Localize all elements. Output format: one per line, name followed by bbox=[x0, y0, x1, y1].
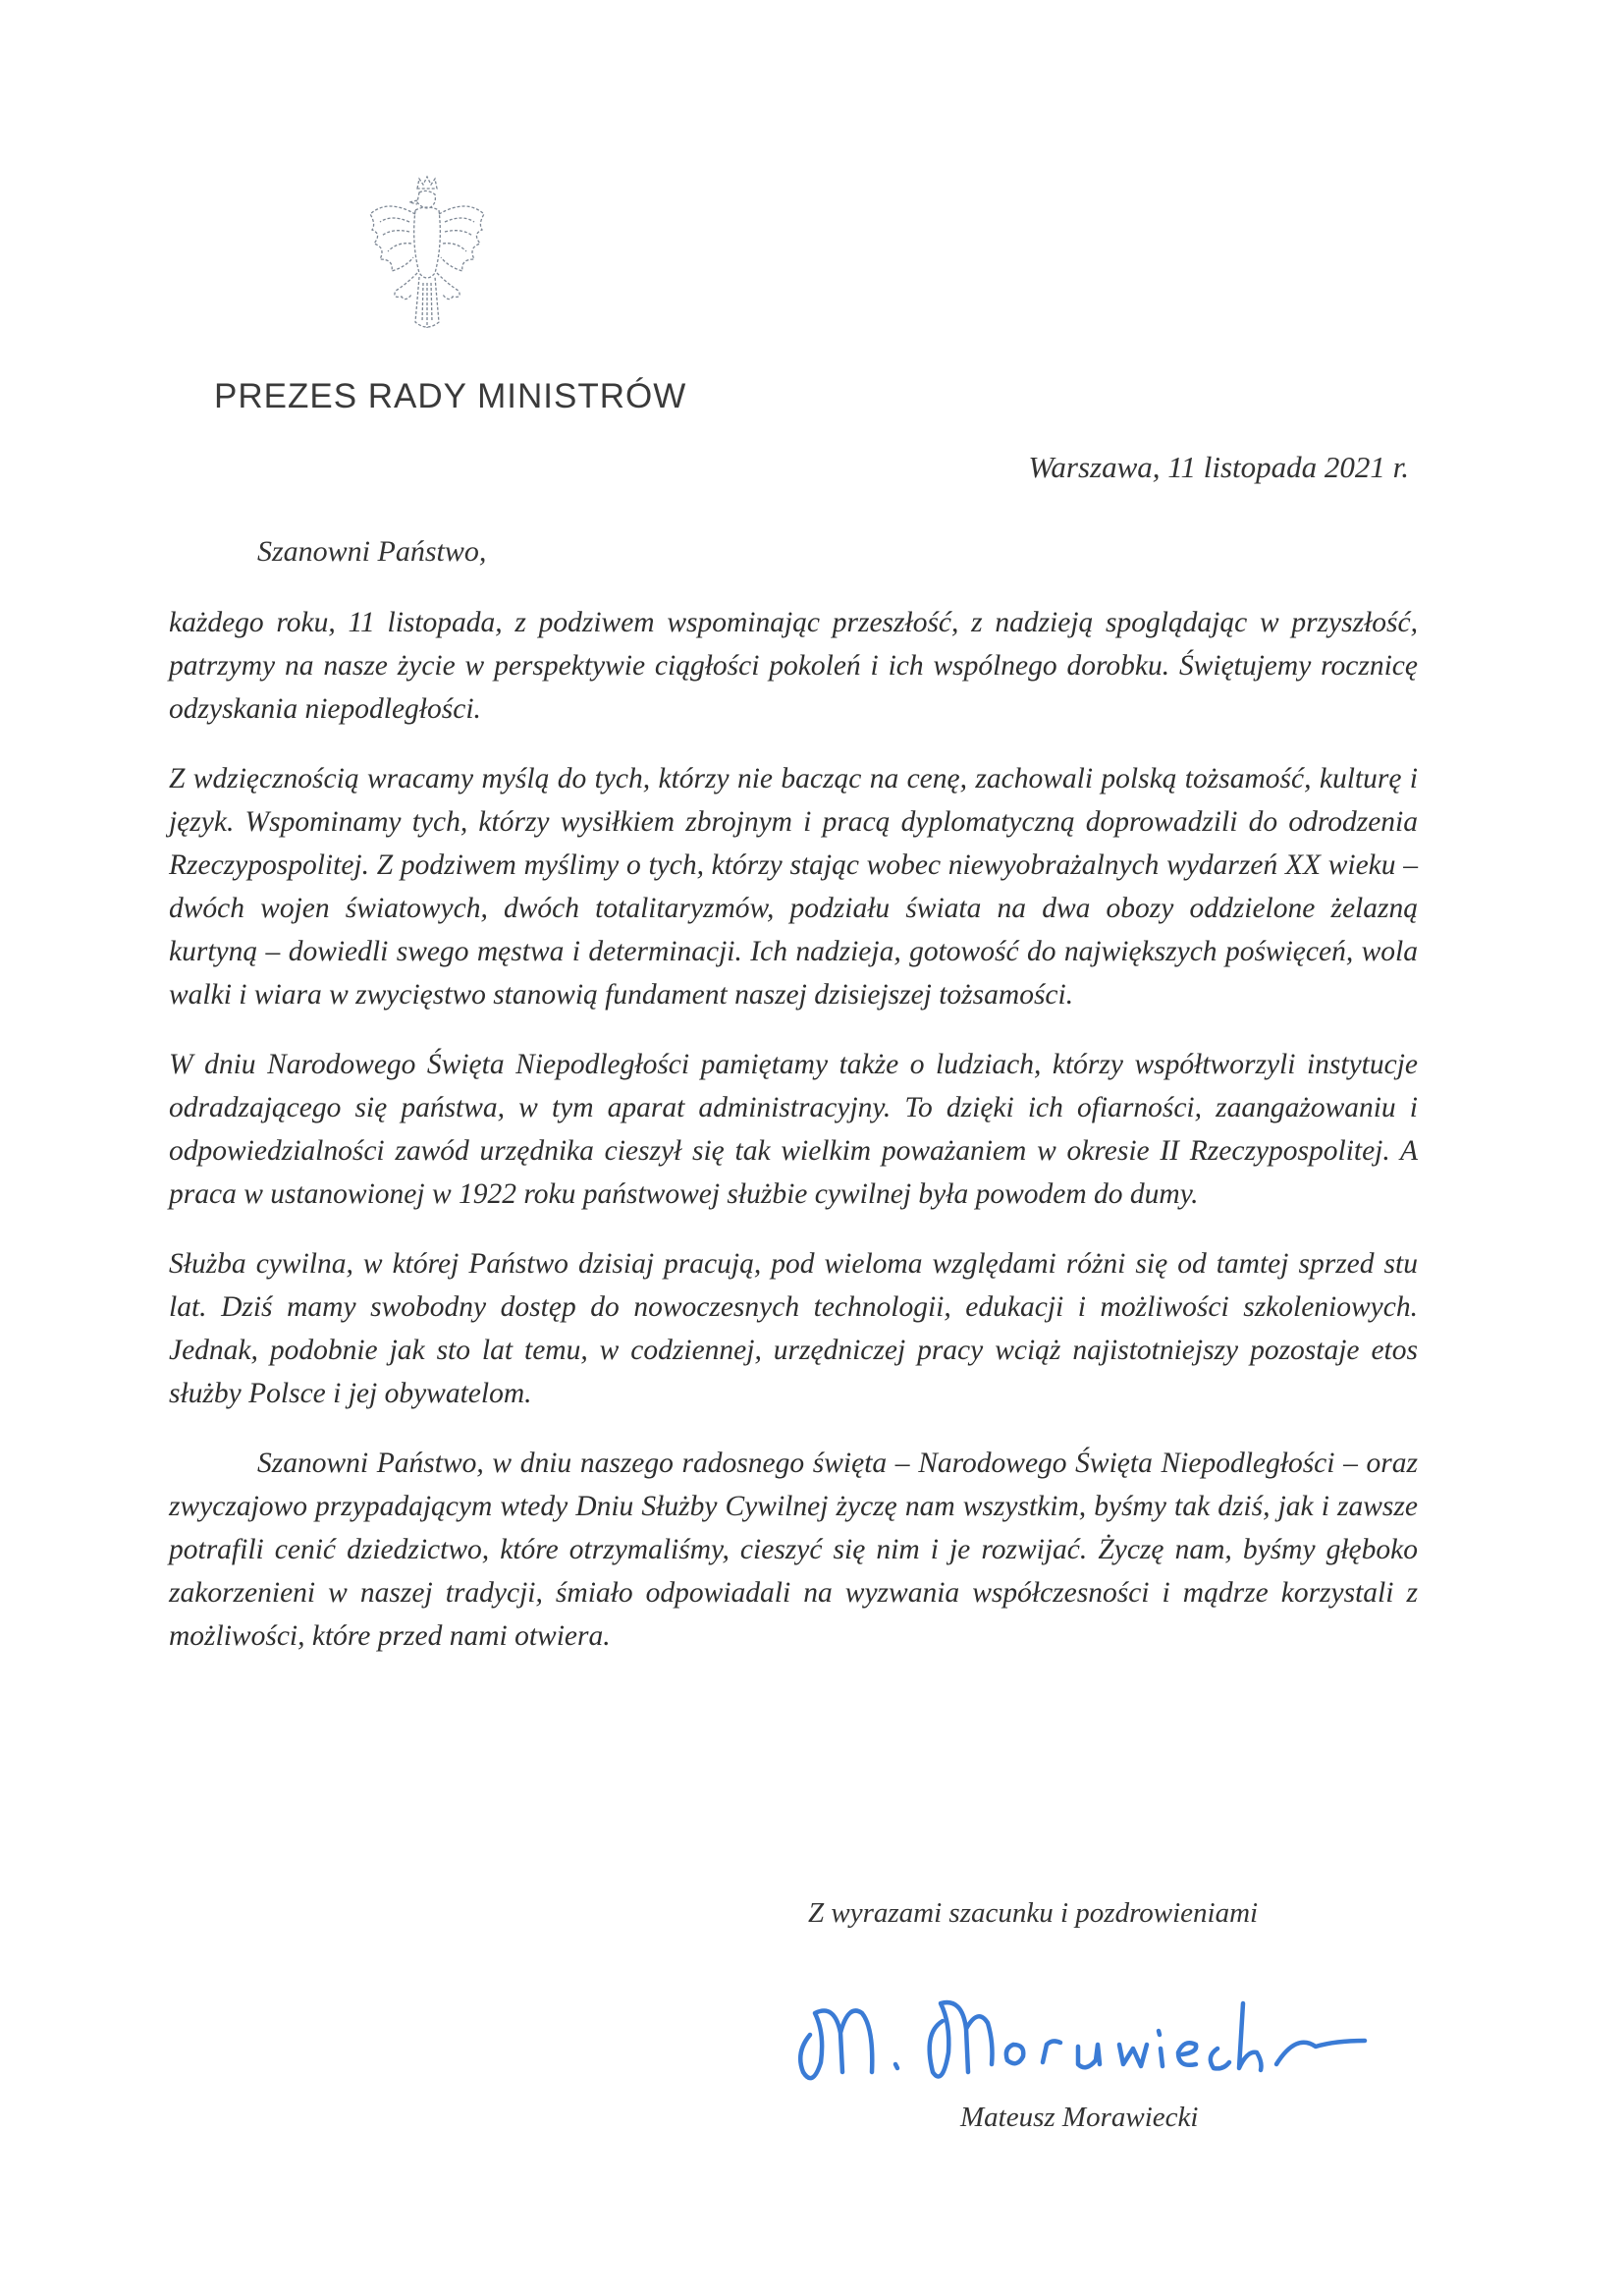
office-title: PREZES RADY MINISTRÓW bbox=[214, 377, 687, 415]
eagle-emblem-icon bbox=[358, 175, 496, 352]
paragraph-1: każdego roku, 11 listopada, z podziwem wspominając przeszłość, z nadzieją spoglądając w przyszłość, patrzymy na nasze życie w perspektywie ciągłości pokoleń i ich wspólnego dorobku. Świętujemy rocznicę odzyskania niepodległości. bbox=[169, 607, 1418, 725]
salutation: Szanowni Państwo, bbox=[257, 535, 487, 568]
paragraph-3: W dniu Narodowego Święta Niepodległości pamiętamy także o ludziach, którzy współtworzyli instytucje odradzającego się państwa, w tym aparat administracyjny. To dzięki ich ofiarności, zaangażowaniu i odpowiedzialności zawód urzędnika cieszył się tak wielkim poważaniem w okresie II Rzeczypospolitej. A praca w ustanowionej w 1922 roku państwowej służbie cywilnej była powodem do dumy. bbox=[169, 1049, 1418, 1210]
place-and-date: Warszawa, 11 listopada 2021 r. bbox=[1028, 450, 1409, 484]
paragraph-4: Służba cywilna, w której Państwo dzisiaj pracują, pod wieloma względami różni się od tamtej sprzed stu lat. Dziś mamy swobodny dostęp do nowoczesnych technologii, edukacji i możliwości szkoleniowych. Jednak, podobnie jak sto lat temu, w codziennej, urzędniczej pracy wciąż najistotniejszy pozostaje etos służby Polsce i jej obywatelom. bbox=[169, 1248, 1418, 1409]
letter-body bbox=[169, 601, 1418, 1684]
paragraph-5: Szanowni Państwo, w dniu naszego radosnego święta – Narodowego Święta Niepodległości – oraz zwyczajowo przypadającym wtedy Dniu Służby Cywilnej życzę nam wszystkim, byśmy tak dziś, jak i zawsze potrafili cenić dziedzictwo, które otrzymaliśmy, cieszyć się nim i je rozwijać. Życzę nam, byśmy głęboko zakorzenieni w naszej tradycji, śmiało odpowiadali na wyzwania współczesności i mądrze korzystali z możliwości, które przed nami otwiera. bbox=[169, 1448, 1418, 1652]
signature-icon bbox=[785, 1974, 1473, 2092]
signer-name: Mateusz Morawiecki bbox=[960, 2102, 1199, 2133]
closing-phrase: Z wyrazami szacunku i pozdrowieniami bbox=[808, 1897, 1259, 1929]
paragraph-2: Z wdzięcznością wracamy myślą do tych, którzy nie bacząc na cenę, zachowali polską tożsamość, kulturę i język. Wspominamy tych, którzy wysiłkiem zbrojnym i pracą dyplomatyczną doprowadzili do odrodzenia Rzeczypospolitej. Z podziwem myślimy o tych, którzy stając wobec niewyobrażalnych wydarzeń XX wieku – dwóch wojen światowych, dwóch totalitaryzmów, podziału świata na dwa obozy oddzielone żelazną kurtyną – dowiedli swego męstwa i determinacji. Ich nadzieja, gotowość do największych poświęceń, wola walki i wiara w zwycięstwo stanowią fundament naszej dzisiejszej tożsamości. bbox=[169, 763, 1418, 1011]
